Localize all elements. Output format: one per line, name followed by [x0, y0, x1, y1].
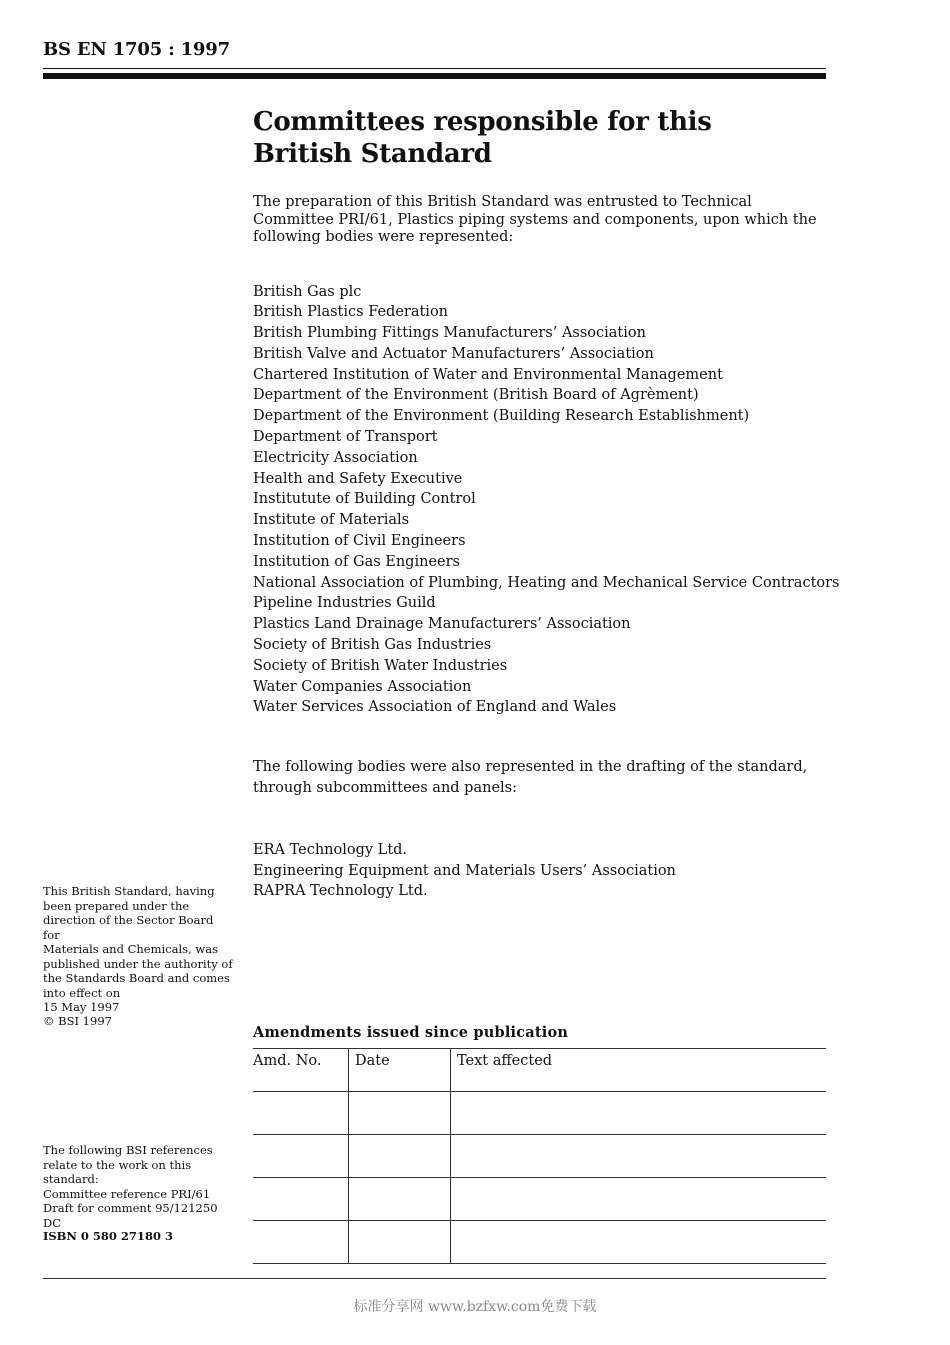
amendments-title: Amendments issued since publication	[253, 1024, 569, 1041]
table-cell	[451, 1135, 827, 1178]
list-item: Institution of Gas Engineers	[253, 553, 460, 570]
also-represented-paragraph: The following bodies were also represented in the drafting of the standard, through subcommittees and panels:	[253, 759, 808, 797]
ref-line: The following BSI references	[43, 1143, 213, 1157]
title-line-1: Committees responsible for this	[253, 107, 712, 137]
table-row	[253, 1178, 826, 1221]
note-line: direction of the Sector Board for	[43, 913, 214, 942]
ref-line: standard:	[43, 1172, 99, 1186]
list-item: Society of British Water Industries	[253, 657, 508, 674]
list-item: ERA Technology Ltd.	[253, 841, 408, 858]
note-line: Materials and Chemicals, was	[43, 942, 218, 956]
list-item: Pipeline Industries Guild	[253, 595, 436, 612]
watermark-text: 标准分享网 www.bzfxw.com免费下载	[353, 1299, 597, 1315]
list-item: Department of the Environment (British Board of Agrèment)	[253, 387, 699, 404]
title-line-2: British Standard	[253, 139, 492, 169]
document-code: BS EN 1705 : 1997	[43, 39, 230, 60]
list-item: Chartered Institution of Water and Environmental Management	[253, 366, 723, 383]
table-cell	[451, 1221, 827, 1264]
list-item: Department of the Environment (Building Research Establishment)	[253, 408, 750, 425]
table-cell	[349, 1221, 451, 1264]
note-line: 15 May 1997	[43, 1000, 120, 1014]
copyright-notice: © BSI 1997	[43, 1014, 112, 1028]
list-item: Water Companies Association	[253, 678, 472, 695]
table-cell	[349, 1135, 451, 1178]
list-item: Water Services Association of England and Wales	[253, 699, 617, 716]
column-header-amd-no: Amd. No.	[253, 1049, 349, 1092]
main-content	[253, 106, 840, 902]
list-item: British Plumbing Fittings Manufacturers’ Association	[253, 325, 646, 342]
table-cell	[253, 1178, 349, 1221]
list-item: Institute of Materials	[253, 512, 410, 529]
list-item: Department of Transport	[253, 429, 438, 446]
table-cell	[349, 1092, 451, 1135]
list-item: National Association of Plumbing, Heating and Mechanical Service Contractors	[253, 574, 840, 591]
subcommittee-bodies-list	[253, 840, 833, 902]
list-item: Plastics Land Drainage Manufacturers’ Association	[253, 616, 631, 633]
represented-bodies-list	[253, 282, 840, 719]
ref-line: Draft for comment 95/121250 DC	[43, 1201, 218, 1230]
list-item: Society of British Gas Industries	[253, 637, 492, 654]
page-title	[253, 106, 833, 170]
table-cell	[451, 1178, 827, 1221]
footer-rule	[43, 1278, 826, 1279]
table-cell	[253, 1221, 349, 1264]
list-item: Engineering Equipment and Materials Users’ Association	[253, 862, 676, 879]
note-line: published under the authority of	[43, 956, 233, 971]
list-item: British Valve and Actuator Manufacturers’ Association	[253, 345, 654, 362]
note-line: the Standards Board and comes	[43, 971, 230, 985]
table-row	[253, 1092, 826, 1135]
table-cell	[451, 1092, 827, 1135]
ref-line: Committee reference PRI/61	[43, 1186, 211, 1201]
list-item: Institutute of Building Control	[253, 491, 476, 508]
ref-line: relate to the work on this	[43, 1157, 192, 1172]
list-item: British Plastics Federation	[253, 304, 449, 321]
table-cell	[253, 1135, 349, 1178]
note-line: been prepared under the	[43, 898, 190, 913]
isbn: ISBN 0 580 27180 3	[43, 1229, 173, 1243]
table-cell	[349, 1178, 451, 1221]
table-header-row	[253, 1049, 826, 1092]
list-item: Electricity Association	[253, 449, 418, 466]
column-header-text-affected: Text affected	[451, 1049, 827, 1092]
note-line: into effect on	[43, 985, 121, 1000]
publication-note	[43, 884, 233, 1015]
note-line: This British Standard, having	[43, 884, 215, 898]
table-row	[253, 1135, 826, 1178]
list-item: Institution of Civil Engineers	[253, 533, 466, 550]
list-item: Health and Safety Executive	[253, 470, 463, 487]
amendments-table	[253, 1048, 826, 1264]
header-rule-thin	[43, 68, 826, 69]
table-cell	[253, 1092, 349, 1135]
intro-paragraph: The preparation of this British Standard was entrusted to Technical Committee PRI/61, Plastics piping systems and components, upon which the following bodies were represented:	[253, 194, 817, 245]
header-rule-thick	[43, 73, 826, 79]
list-item: British Gas plc	[253, 283, 362, 300]
list-item: RAPRA Technology Ltd.	[253, 883, 428, 900]
column-header-date: Date	[349, 1049, 451, 1092]
table-row	[253, 1221, 826, 1264]
bsi-references	[43, 1143, 233, 1230]
